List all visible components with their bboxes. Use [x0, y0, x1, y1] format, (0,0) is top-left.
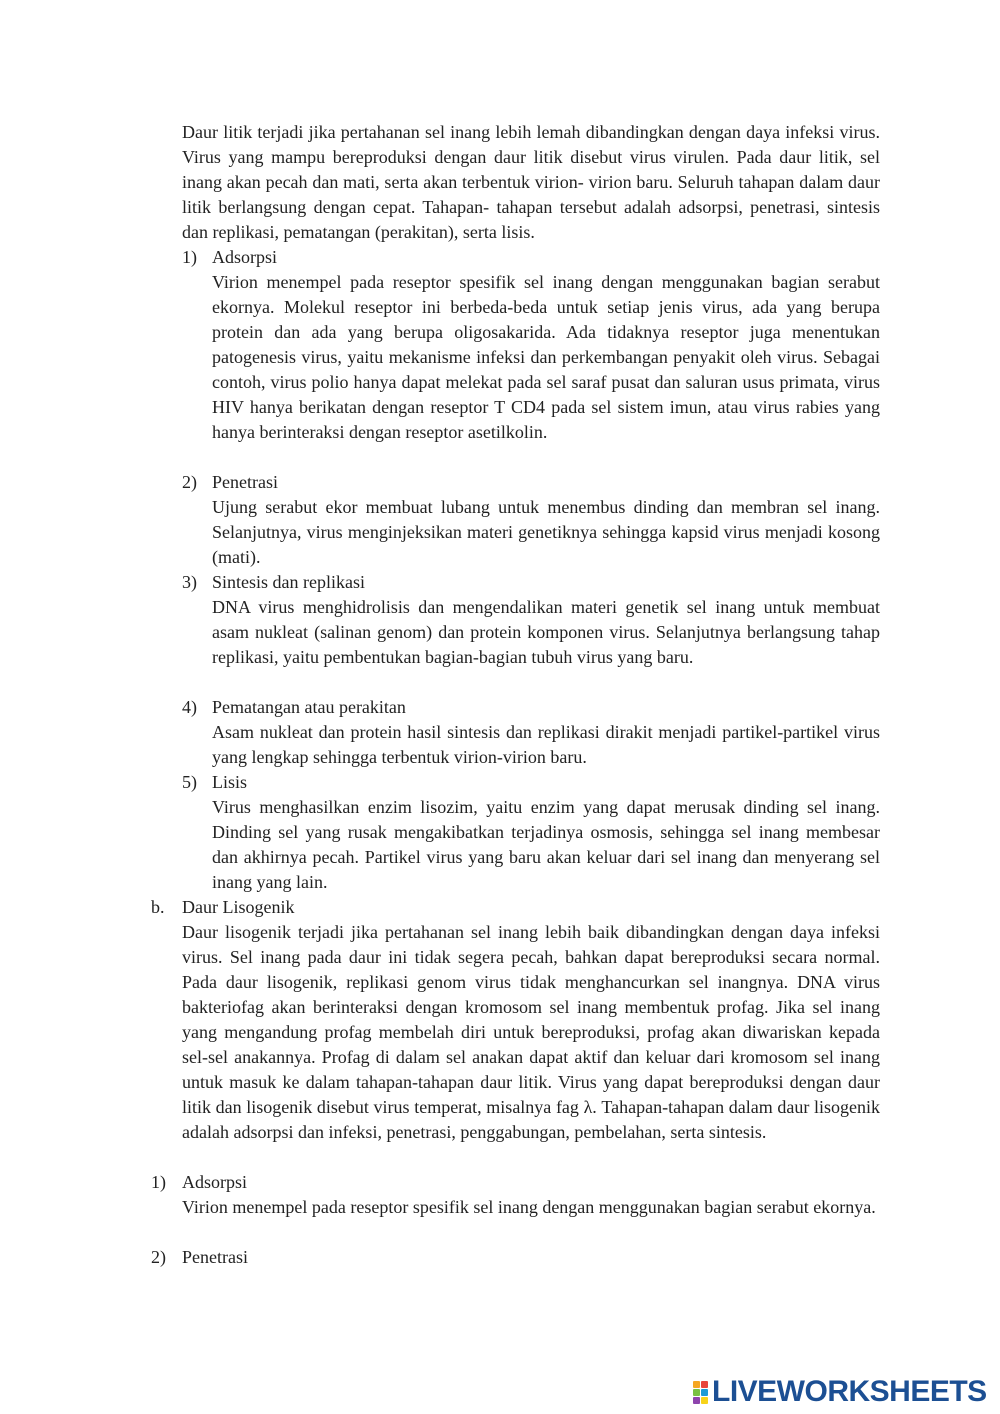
litik-step-3-body: DNA virus menghidrolisis dan mengendalikan materi genetik sel inang untuk membuat asam nukleat (salinan genom) dan protein komponen virus. Selanjutnya berlangsung tahap replikasi, yaitu pembentukan bagian-bagian tubuh virus yang baru. — [212, 597, 880, 667]
litik-step-4-body: Asam nukleat dan protein hasil sintesis dan replikasi dirakit menjadi partikel-partikel virus yang lengkap sehingga terbentuk virion-virion baru. — [212, 722, 880, 767]
lisogenik-step-1-body: Virion menempel pada reseptor spesifik sel inang dengan menggunakan bagian serabut ekornya. — [182, 1197, 876, 1217]
section-b-body: Daur lisogenik terjadi jika pertahanan sel inang lebih baik dibandingkan dengan daya infeksi virus. Sel inang pada daur ini tidak segera pecah, bahkan dapat bereproduksi secara normal. Pada daur lisogenik, replikasi genom virus tidak menghancurkan sel inangnya. DNA virus bakteriofag akan berinteraksi dengan kromosom sel inang membentuk profag. Jika sel inang yang mengandung profag membelah diri untuk bereproduksi, profag akan diwariskan kepada sel-sel anakannya. Profag di dalam sel anakan dapat aktif dan keluar dari kromosom sel inang untuk masuk ke dalam tahapan-tahapan daur litik. Virus yang dapat bereproduksi dengan daur litik dan lisogenik disebut virus temperat, misalnya fag λ. Tahapan-tahapan dalam daur lisogenik adalah adsorpsi dan infeksi, penetrasi, penggabungan, pembelahan, serta sintesis. — [182, 922, 880, 1142]
document-page: Daur litik terjadi jika pertahanan sel inang lebih lemah dibandingkan dengan daya infeksi virus. Virus yang mampu bereproduksi dengan daur litik disebut virus virulen. Pada daur litik, sel inang akan pecah dan mati, serta akan terbentuk virion- virion baru. Seluruh tahapan dalam daur litik berlangsung dengan cepat. Tahapan- tahapan tersebut adalah adsorpsi, penetrasi, sintesis dan replikasi, pematangan (perakitan), serta lisis. 1) Adsorpsi Virion menempel pada reseptor spesifik sel inang dengan menggunakan bagian serabut ekornya. Molekul reseptor ini berbeda-beda untuk setiap jenis virus, ada yang berupa protein dan ada yang berupa oligosakarida. Ada tidaknya reseptor juga menentukan patogenesis virus, yaitu mekanisme infeksi dan perkembangan penyakit oleh virus. Sebagai contoh, virus polio hanya dapat melekat pada sel saraf pusat dan saluran usus primata, virus HIV hanya berikatan dengan reseptor T CD4 pada sel sistem imun, atau virus rabies yang hanya berinteraksi dengan reseptor asetilkolin. 2) Penetrasi Ujung serabut ekor membuat lubang untuk menembus dinding dan membran sel inang. Selanjutnya, virus menginjeksikan materi genetiknya sehingga kapsid virus menjadi kosong (mati). 3) Sintesis dan replikasi DNA virus menghidrolisis dan mengendalikan materi genetik sel inang untuk membuat asam nukleat (salinan genom) dan protein komponen virus. Selanjutnya berlangsung tahap replikasi, yaitu pembentukan bagian-bagian tubuh virus yang baru. 4) Pematangan atau perakitan Asam nukleat dan protein hasil sintesis dan replikasi dirakit menjadi partikel-partikel virus yang lengkap sehingga terbentuk virion-virion baru. 5) Lisis Virus menghasilkan enzim lisozim, yaitu enzim yang dapat merusak dinding sel inang. Dinding sel yang rusak mengakibatkan terjadinya osmosis, sehingga sel inang membesar dan akhirnya pecah. Partikel virus yang baru akan keluar dari sel inang dan menyerang sel inang yang lain. b. Daur Lisogenik Daur lisogenik terjadi jika pertahanan sel inang lebih baik dibandingkan dengan daya infeksi virus. Sel inang pada daur ini tidak segera pecah, bahkan dapat bereproduksi secara normal. Pada daur lisogenik, replikasi genom virus tidak menghancurkan sel inangnya. DNA virus bakteriofag akan berinteraksi dengan kromosom sel inang membentuk profag. Jika sel inang yang mengandung profag membelah diri untuk bereproduksi, profag akan diwariskan kepada sel-sel anakannya. Profag di dalam sel anakan dapat aktif dan keluar dari kromosom sel inang untuk masuk ke dalam tahapan-tahapan daur litik. Virus yang dapat bereproduksi dengan daur litik dan lisogenik disebut virus temperat, misalnya fag λ. Tahapan-tahapan dalam daur lisogenik adalah adsorpsi dan infeksi, penetrasi, penggabungan, pembelahan, serta sintesis. 1) Adsorpsi Virion menempel pada reseptor spesifik sel inang dengan menggunakan bagian serabut ekornya. 2) Penetrasi LIVEWORKSHEETS — [151, 122, 987, 1408]
liveworksheets-logo — [693, 1376, 987, 1408]
litik-step-2-body: Ujung serabut ekor membuat lubang untuk menembus dinding dan membran sel inang. Selanjutnya, virus menginjeksikan materi genetiknya sehingga kapsid virus menjadi kosong (mati). — [212, 497, 880, 567]
intro-paragraph: Daur litik terjadi jika pertahanan sel inang lebih lemah dibandingkan dengan daya infeksi virus. Virus yang mampu bereproduksi dengan daur litik disebut virus virulen. Pada daur litik, sel inang akan pecah dan mati, serta akan terbentuk virion- virion baru. Seluruh tahapan dalam daur litik berlangsung dengan cepat. Tahapan- tahapan tersebut adalah adsorpsi, penetrasi, sintesis dan replikasi, pematangan (perakitan), serta lisis. — [182, 122, 880, 242]
litik-step-5-body: Virus menghasilkan enzim lisozim, yaitu enzim yang dapat merusak dinding sel inang. Dinding sel yang rusak mengakibatkan terjadinya osmosis, sehingga sel inang membesar dan akhirnya pecah. Partikel virus yang baru akan keluar dari sel inang dan menyerang sel inang yang lain. — [212, 797, 880, 892]
liveworksheets-logo-text: LIVEWORKSHEETS — [712, 1375, 987, 1408]
liveworksheets-logo-icon — [693, 1381, 708, 1404]
litik-step-1-body: Virion menempel pada reseptor spesifik sel inang dengan menggunakan bagian serabut ekornya. Molekul reseptor ini berbeda-beda untuk setiap jenis virus, ada yang berupa protein dan ada yang berupa oligosakarida. Ada tidaknya reseptor juga menentukan patogenesis virus, yaitu mekanisme infeksi dan perkembangan penyakit oleh virus. Sebagai contoh, virus polio hanya dapat melekat pada sel saraf pusat dan saluran usus primata, virus HIV hanya berikatan dengan reseptor T CD4 pada sel sistem imun, atau virus rabies yang hanya berinteraksi dengan reseptor asetilkolin. — [212, 272, 880, 442]
